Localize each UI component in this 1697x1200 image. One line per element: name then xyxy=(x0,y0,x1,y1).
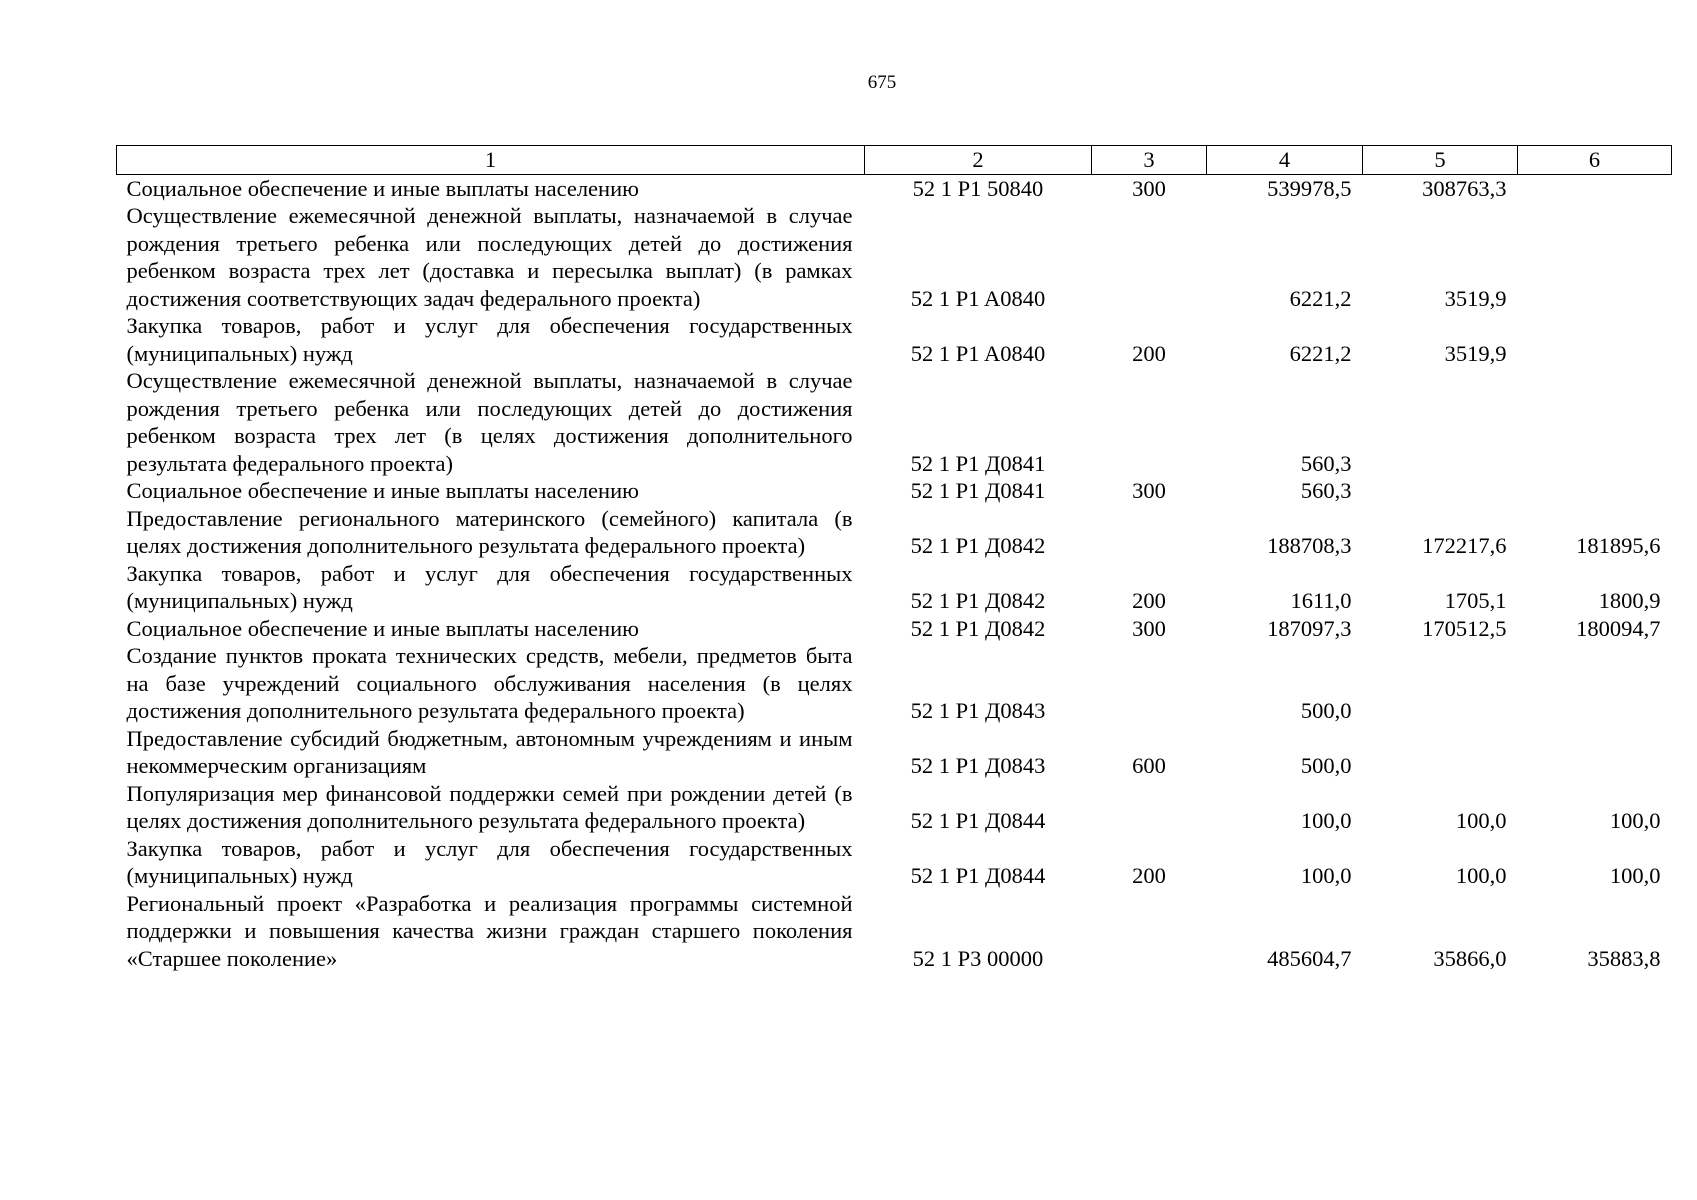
row-code-cell: 52 1 P1 Д0844 xyxy=(910,863,1046,888)
row-name-cell: Социальное обеспечение и иные выплаты населению xyxy=(126,175,639,201)
row-name-cell: Региональный проект «Разработка и реализация программы системной поддержки и повышения качества жизни граждан старшего поколения «Старшее поколение» xyxy=(126,890,853,971)
table-row xyxy=(117,780,1672,835)
row-code-cell: 52 1 P1 Д0842 xyxy=(910,588,1046,613)
row-value-5-cell xyxy=(1363,477,1518,505)
row-code-cell: 52 1 P1 A0840 xyxy=(910,285,1046,311)
row-type-cell xyxy=(1092,780,1207,835)
row-name-cell: Закупка товаров, работ и услуг для обеспечения государственных (муниципальных) нужд xyxy=(126,835,853,888)
row-value-4-cell: 100,0 xyxy=(1300,808,1352,833)
row-code-cell: 52 1 P1 Д0842 xyxy=(910,615,1046,641)
table-row xyxy=(117,367,1672,477)
row-code-cell: 52 1 P1 Д0843 xyxy=(910,698,1046,723)
row-type-cell xyxy=(1092,367,1207,477)
column-header-3: 3 xyxy=(1092,146,1207,175)
row-value-5-cell: 172217,6 xyxy=(1422,533,1507,558)
column-header-6: 6 xyxy=(1518,146,1672,175)
row-value-4-cell: 500,0 xyxy=(1300,753,1352,778)
table-row xyxy=(117,615,1672,643)
row-name-cell: Предоставление субсидий бюджетным, автономным учреждениям и иным некоммерческим организациям xyxy=(126,725,853,778)
row-value-4-cell: 188708,3 xyxy=(1267,533,1352,558)
column-header-1: 1 xyxy=(117,146,865,175)
header-row xyxy=(117,146,1672,175)
table-row xyxy=(117,642,1672,725)
row-value-6-cell: 180094,7 xyxy=(1576,615,1661,641)
row-value-5-cell: 3519,9 xyxy=(1444,285,1507,311)
row-code-cell: 52 1 P1 Д0841 xyxy=(910,450,1046,476)
table-row xyxy=(117,477,1672,505)
row-type-cell xyxy=(1092,890,1207,973)
column-header-4: 4 xyxy=(1207,146,1363,175)
row-value-4-cell: 560,3 xyxy=(1300,478,1352,503)
row-value-5-cell xyxy=(1363,642,1518,725)
row-type-cell: 300 xyxy=(1132,615,1166,641)
row-value-6-cell xyxy=(1518,202,1672,312)
row-value-5-cell: 35866,0 xyxy=(1433,945,1507,971)
row-code-cell: 52 1 P1 Д0842 xyxy=(910,533,1046,558)
table-row xyxy=(117,890,1672,973)
row-value-4-cell: 100,0 xyxy=(1300,863,1352,888)
row-name-cell: Осуществление ежемесячной денежной выплаты, назначаемой в случае рождения третьего ребенка или последующих детей до достижения ребенком возраста трех лет (доставка и пересылка выплат) (в рамках достижения соответствующих задач федерального проекта) xyxy=(126,203,853,311)
row-value-4-cell: 6221,2 xyxy=(1289,285,1352,311)
row-value-5-cell: 100,0 xyxy=(1455,863,1507,888)
row-type-cell xyxy=(1092,505,1207,560)
row-value-4-cell: 560,3 xyxy=(1300,450,1352,476)
row-value-6-cell: 1800,9 xyxy=(1598,588,1661,613)
table-row xyxy=(117,202,1672,312)
row-name-cell: Создание пунктов проката технических средств, мебели, предметов быта на базе учреждений социального обслуживания населения (в целях достижения дополнительного результата федерального проекта) xyxy=(126,643,853,723)
row-value-6-cell: 181895,6 xyxy=(1576,533,1661,558)
row-name-cell: Социальное обеспечение и иные выплаты населению xyxy=(126,615,639,641)
row-type-cell: 200 xyxy=(1132,863,1166,888)
row-value-6-cell xyxy=(1518,312,1672,367)
row-value-6-cell xyxy=(1518,642,1672,725)
row-value-6-cell: 35883,8 xyxy=(1587,945,1661,971)
row-value-4-cell: 485604,7 xyxy=(1267,945,1352,971)
table-body xyxy=(117,174,1672,972)
table-row xyxy=(117,725,1672,780)
row-value-6-cell xyxy=(1518,174,1672,202)
table-row xyxy=(117,505,1672,560)
row-value-6-cell xyxy=(1518,725,1672,780)
table-header xyxy=(117,146,1672,175)
row-value-6-cell: 100,0 xyxy=(1609,808,1661,833)
page-number: 675 xyxy=(867,72,897,93)
row-name-cell: Закупка товаров, работ и услуг для обеспечения государственных (муниципальных) нужд xyxy=(126,313,853,366)
row-name-cell: Социальное обеспечение и иные выплаты населению xyxy=(126,478,639,503)
row-type-cell xyxy=(1092,202,1207,312)
row-type-cell: 200 xyxy=(1132,588,1166,613)
row-value-5-cell: 3519,9 xyxy=(1444,340,1507,366)
row-value-4-cell: 187097,3 xyxy=(1267,615,1352,641)
row-value-4-cell: 539978,5 xyxy=(1267,175,1352,201)
table-row xyxy=(117,835,1672,890)
row-type-cell: 600 xyxy=(1132,753,1166,778)
row-value-6-cell xyxy=(1518,477,1672,505)
row-value-5-cell: 170512,5 xyxy=(1422,615,1507,641)
table-row xyxy=(117,174,1672,202)
row-code-cell: 52 1 P1 Д0843 xyxy=(910,753,1046,778)
table-row xyxy=(117,312,1672,367)
row-code-cell: 52 1 P1 Д0841 xyxy=(910,478,1046,503)
row-value-5-cell xyxy=(1363,367,1518,477)
row-name-cell: Предоставление регионального материнского (семейного) капитала (в целях достижения дополнительного результата федерального проекта) xyxy=(126,505,853,558)
row-name-cell: Осуществление ежемесячной денежной выплаты, назначаемой в случае рождения третьего ребенка или последующих детей до достижения ребенком возраста трех лет (в целях достижения дополнительного результата федерального проекта) xyxy=(126,368,853,476)
row-type-cell: 300 xyxy=(1132,478,1166,503)
row-value-5-cell: 308763,3 xyxy=(1422,175,1507,201)
budget-table xyxy=(116,145,1672,972)
row-value-5-cell: 100,0 xyxy=(1455,808,1507,833)
row-value-6-cell: 100,0 xyxy=(1609,863,1661,888)
row-value-4-cell: 1611,0 xyxy=(1290,588,1352,613)
row-value-6-cell xyxy=(1518,367,1672,477)
row-code-cell: 52 1 P1 50840 xyxy=(912,175,1044,201)
row-value-4-cell: 500,0 xyxy=(1300,698,1352,723)
row-name-cell: Популяризация мер финансовой поддержки семей при рождении детей (в целях достижения дополнительного результата федерального проекта) xyxy=(126,780,853,833)
row-value-4-cell: 6221,2 xyxy=(1289,340,1352,366)
row-code-cell: 52 1 P1 A0840 xyxy=(910,340,1046,366)
row-name-cell: Закупка товаров, работ и услуг для обеспечения государственных (муниципальных) нужд xyxy=(126,560,853,613)
row-type-cell: 300 xyxy=(1132,175,1166,201)
row-type-cell: 200 xyxy=(1132,340,1166,366)
row-type-cell xyxy=(1092,642,1207,725)
table-row xyxy=(117,560,1672,615)
row-code-cell: 52 1 P3 00000 xyxy=(912,945,1044,971)
column-header-5: 5 xyxy=(1363,146,1518,175)
row-code-cell: 52 1 P1 Д0844 xyxy=(910,808,1046,833)
column-header-2: 2 xyxy=(865,146,1092,175)
row-value-5-cell: 1705,1 xyxy=(1444,588,1507,613)
row-value-5-cell xyxy=(1363,725,1518,780)
